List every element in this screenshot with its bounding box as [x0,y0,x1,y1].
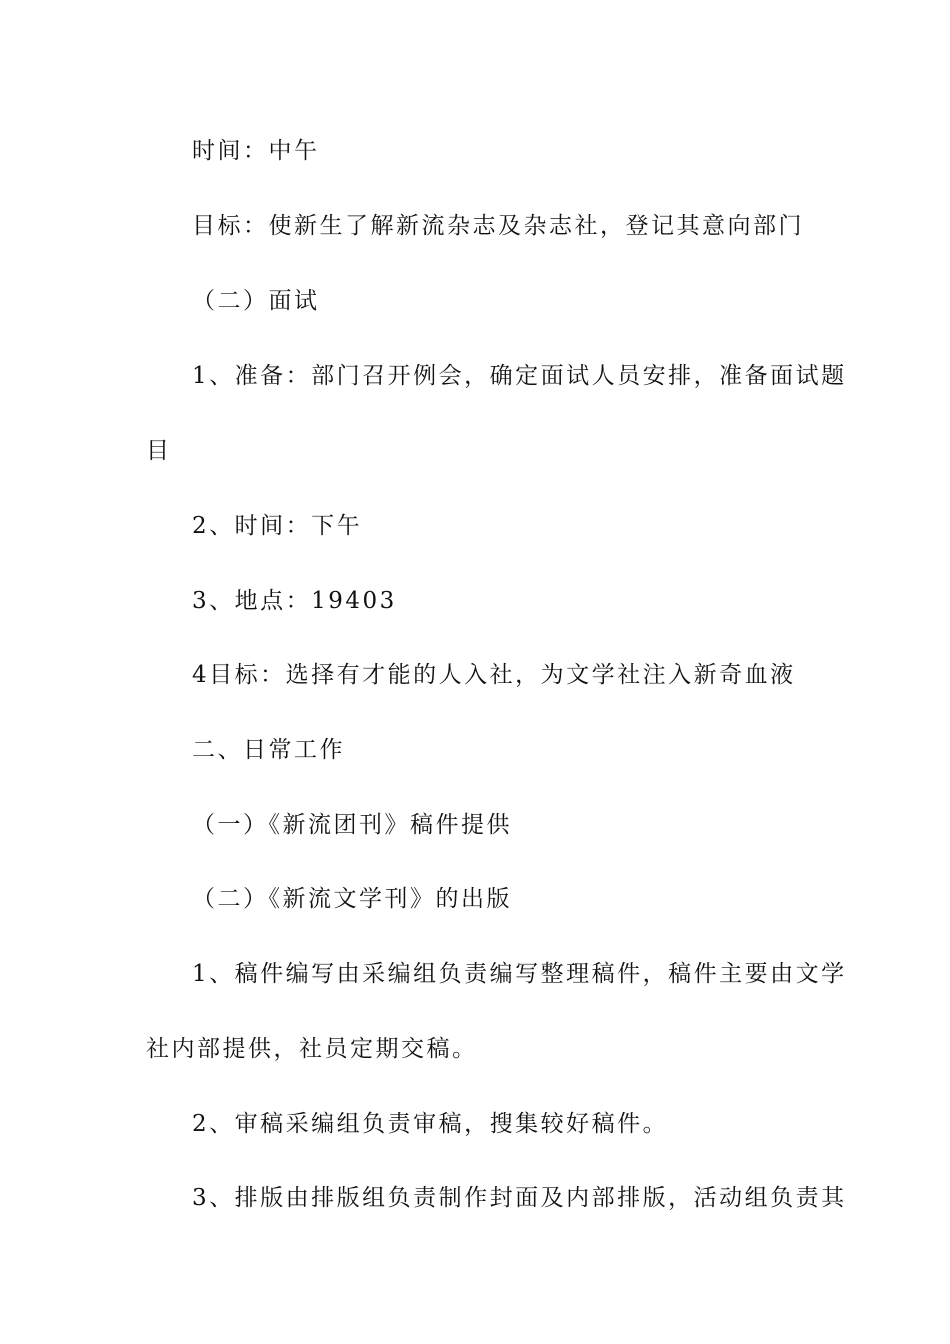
tuankan-line: （一）《新流团刊》稿件提供 [192,812,512,838]
time-line: 时间：中午 [192,138,320,164]
writing-line-continued: 社内部提供，社员定期交稿。 [146,1036,478,1062]
review-line: 2、审稿采编组负责审稿，搜集较好稿件。 [192,1111,669,1137]
location-line: 3、地点：19403 [192,588,397,614]
interview-time-line: 2、时间：下午 [192,513,363,539]
prep-line-continued: 目 [146,438,172,464]
goal-line: 目标：使新生了解新流杂志及杂志社，登记其意向部门 [192,213,804,239]
daily-work-heading: 二、日常工作 [192,737,345,763]
wenxuekan-line: （二）《新流文学刊》的出版 [192,886,512,912]
interview-heading: （二）面试 [192,288,320,314]
interview-goal-line: 4目标：选择有才能的人入社，为文学社注入新奇血液 [192,662,796,688]
layout-line: 3、排版由排版组负责制作封面及内部排版，活动组负责其 [192,1185,847,1211]
writing-line: 1、稿件编写由采编组负责编写整理稿件，稿件主要由文学 [192,961,847,987]
prep-line: 1、准备：部门召开例会，确定面试人员安排，准备面试题 [192,363,847,389]
